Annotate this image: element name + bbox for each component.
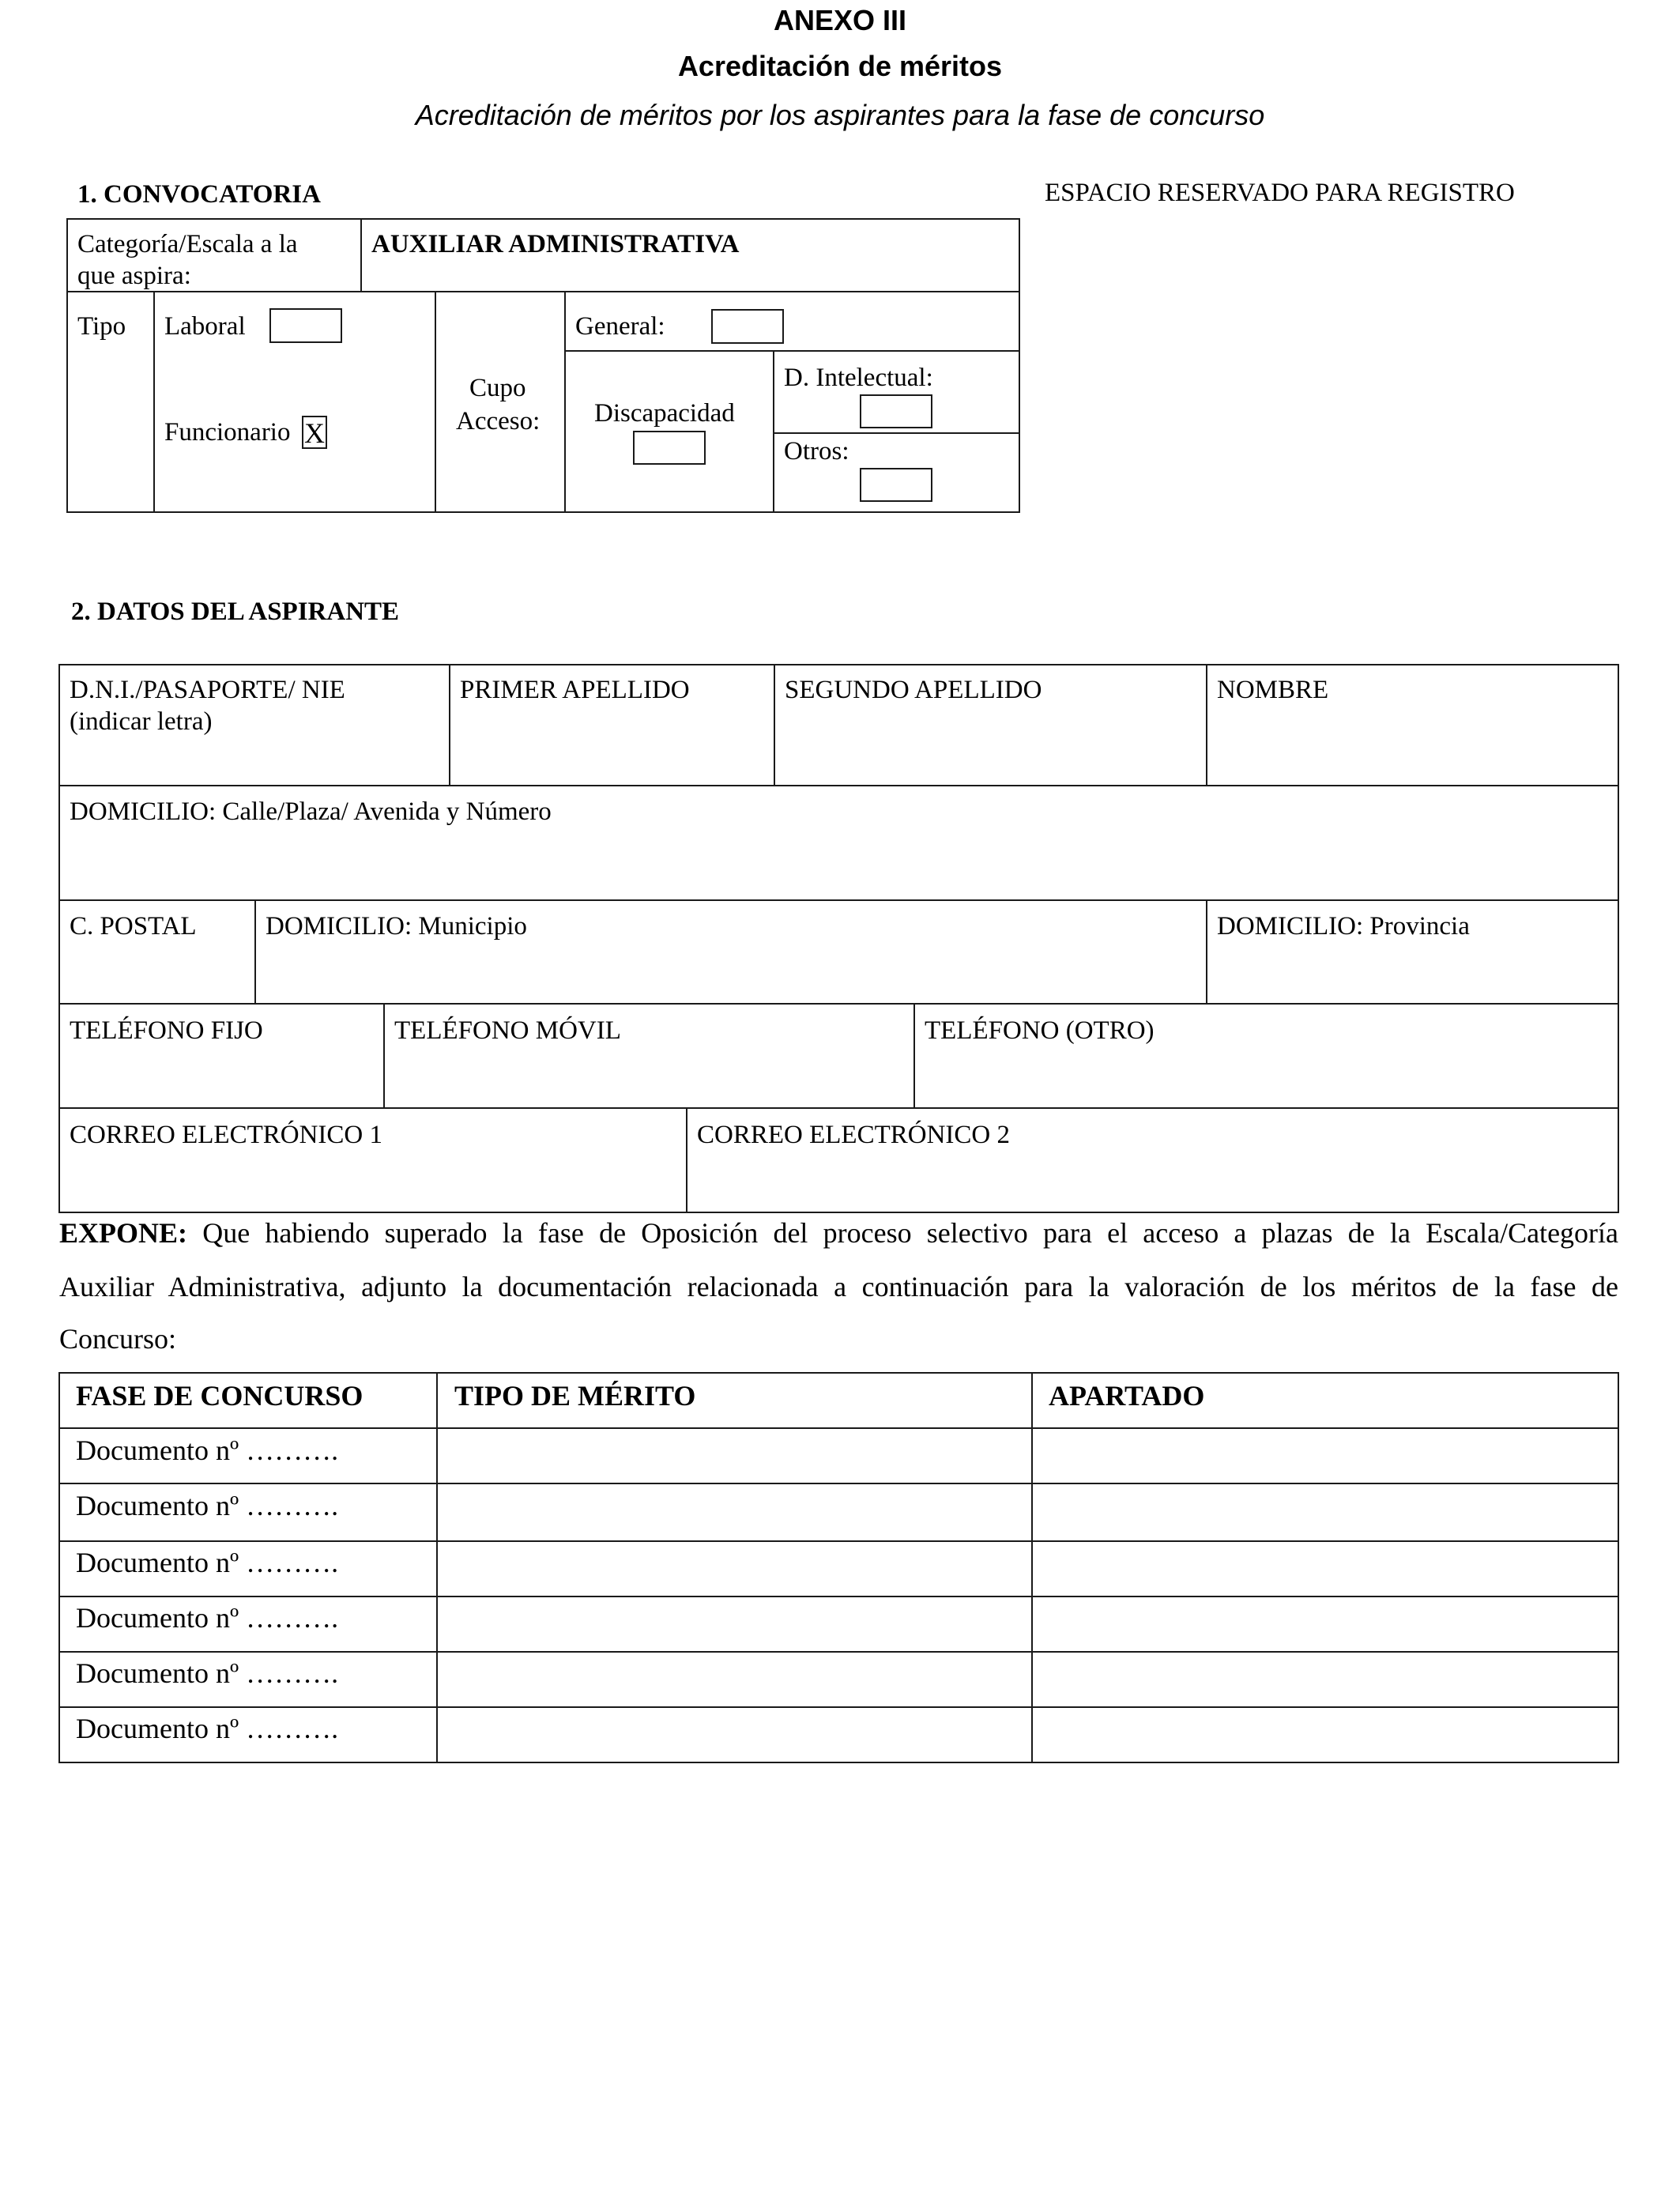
correo-1-label: CORREO ELECTRÓNICO 1 <box>70 1121 382 1149</box>
page-title: Acreditación de méritos <box>677 50 1003 82</box>
apartado-cell[interactable] <box>1034 1653 1616 1706</box>
correo-2-label: CORREO ELECTRÓNICO 2 <box>697 1121 1010 1149</box>
telefono-otro-field[interactable] <box>916 1048 1616 1106</box>
section-heading-convocatoria: 1. CONVOCATORIA <box>77 180 321 209</box>
expone-label: EXPONE: <box>59 1217 187 1249</box>
laboral-label: Laboral <box>164 312 246 341</box>
discapacidad-checkbox[interactable] <box>633 431 706 465</box>
tipo-merito-cell[interactable] <box>439 1709 1030 1761</box>
section-heading-aspirante: 2. DATOS DEL ASPIRANTE <box>71 598 400 626</box>
acceso-label: Acceso: <box>456 407 541 435</box>
discapacidad-label: Discapacidad <box>594 399 735 428</box>
primer-apellido-field[interactable] <box>451 707 772 783</box>
municipio-field[interactable] <box>257 944 1204 1001</box>
tipo-merito-cell[interactable] <box>439 1485 1030 1539</box>
dni-field[interactable] <box>61 739 447 783</box>
expone-line-2: Auxiliar Administrativa, adjunto la documentación relacionada a continuación para la valoración de los méritos de la fase de <box>59 1271 1618 1302</box>
apartado-cell[interactable] <box>1034 1430 1616 1482</box>
segundo-apellido-label: SEGUNDO APELLIDO <box>785 676 1042 704</box>
header-apartado: APARTADO <box>1049 1380 1205 1412</box>
expone-line-1 <box>59 1214 1618 1252</box>
expone-text-1: Que habiendo superado la fase de Oposición del proceso selectivo para el acceso a plazas de la Escala/Categoría <box>202 1217 1619 1249</box>
funcionario-checkbox[interactable]: X <box>302 416 327 449</box>
nombre-label: NOMBRE <box>1217 676 1329 704</box>
nombre-field[interactable] <box>1208 707 1616 783</box>
page-subtitle: Acreditación de méritos por los aspirantes para la fase de concurso <box>415 99 1265 131</box>
apartado-cell[interactable] <box>1034 1485 1616 1539</box>
header-fase-concurso: FASE DE CONCURSO <box>76 1380 363 1412</box>
telefono-movil-label: TELÉFONO MÓVIL <box>394 1016 621 1045</box>
dni-label-note: (indicar letra) <box>70 707 213 736</box>
municipio-label: DOMICILIO: Municipio <box>266 912 527 941</box>
otros-label: Otros: <box>784 437 849 466</box>
tipo-merito-cell[interactable] <box>439 1543 1030 1595</box>
telefono-fijo-label: TELÉFONO FIJO <box>70 1016 263 1045</box>
correo-1-field[interactable] <box>61 1152 684 1210</box>
table-row-document: Documento nº ………. <box>76 1602 339 1634</box>
expone-line-3: Concurso: <box>59 1323 176 1355</box>
table-row-document: Documento nº ………. <box>76 1657 339 1689</box>
header-tipo-merito: TIPO DE MÉRITO <box>454 1380 696 1412</box>
apartado-cell[interactable] <box>1034 1543 1616 1595</box>
provincia-field[interactable] <box>1208 944 1616 1001</box>
annex-number: ANEXO III <box>773 4 907 36</box>
otros-checkbox[interactable] <box>860 468 932 502</box>
intelectual-checkbox[interactable] <box>860 394 932 428</box>
dni-label: D.N.I./PASAPORTE/ NIE <box>70 676 345 704</box>
tipo-merito-cell[interactable] <box>439 1653 1030 1706</box>
codigo-postal-label: C. POSTAL <box>70 912 197 941</box>
table-row-document: Documento nº ………. <box>76 1547 339 1578</box>
provincia-label: DOMICILIO: Provincia <box>1217 912 1470 941</box>
general-checkbox[interactable] <box>711 309 784 344</box>
tipo-label: Tipo <box>77 312 126 341</box>
codigo-postal-field[interactable] <box>61 944 253 1001</box>
general-label: General: <box>575 312 665 341</box>
category-value: AUXILIAR ADMINISTRATIVA <box>371 230 740 258</box>
table-row-document: Documento nº ………. <box>76 1713 339 1744</box>
funcionario-label: Funcionario <box>164 418 291 447</box>
tipo-merito-cell[interactable] <box>439 1430 1030 1482</box>
telefono-otro-label: TELÉFONO (OTRO) <box>925 1016 1155 1045</box>
category-label: Categoría/Escala a la <box>77 230 298 258</box>
registry-space-label: ESPACIO RESERVADO PARA REGISTRO <box>1045 179 1515 207</box>
category-label-cont: que aspira: <box>77 262 191 290</box>
tipo-merito-cell[interactable] <box>439 1598 1030 1650</box>
telefono-movil-field[interactable] <box>386 1048 912 1106</box>
intelectual-label: D. Intelectual: <box>784 364 933 392</box>
apartado-cell[interactable] <box>1034 1598 1616 1650</box>
primer-apellido-label: PRIMER APELLIDO <box>460 676 690 704</box>
cupo-label: Cupo <box>469 374 526 402</box>
correo-2-field[interactable] <box>688 1152 1616 1210</box>
segundo-apellido-field[interactable] <box>776 707 1204 783</box>
domicilio-calle-label: DOMICILIO: Calle/Plaza/ Avenida y Número <box>70 797 552 826</box>
telefono-fijo-field[interactable] <box>61 1048 382 1106</box>
table-row-document: Documento nº ………. <box>76 1490 339 1521</box>
laboral-checkbox[interactable] <box>269 308 342 343</box>
domicilio-calle-field[interactable] <box>61 830 1616 898</box>
apartado-cell[interactable] <box>1034 1709 1616 1761</box>
table-row-document: Documento nº ………. <box>76 1434 339 1466</box>
